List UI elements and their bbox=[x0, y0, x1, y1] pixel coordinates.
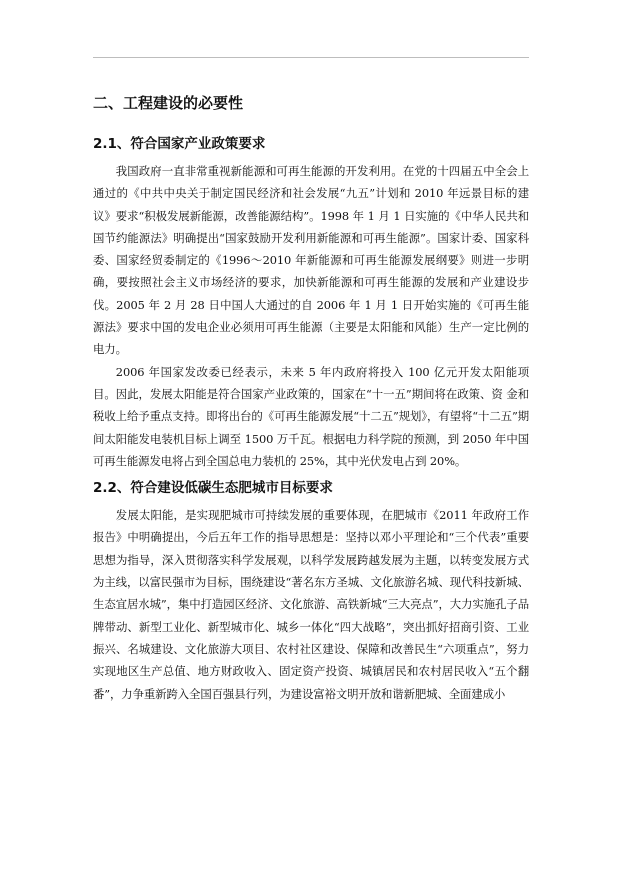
section-title: 二、工程建设的必要性 bbox=[93, 94, 244, 112]
subsection-heading-2-1: 2.1、符合国家产业政策要求 bbox=[93, 136, 266, 152]
paragraph-policy-history: 我国政府一直非常重视新能源和可再生能源的开发利用。在党的十四届五中全会上通过的《中共中央关于制定国民经济和社会发展“九五”计划和 2010 年远景目标的建议》要求“积极发展新能源，改善能源结构”。1998 年 1 月 1 日实施的《中华人民共和国节约能源法》明确提出“国家鼓励开发利用新能源和可再生能源”。国家计委、国家科委、国家经贸委制定的《1996～2010 年新能源和可再生能源发展纲要》则进一步明确，要按照社会主义市场经济的要求，加快新能源和可再生能源的发展和产业建设步伐。2005 年 2 月 28 日中国人大通过的自 2006 年 1 月 1 日开始实施的《可再生能源法》要求中国的发电企业必须用可再生能源（主要是太阳能和风能）生产一定比例的电力。 bbox=[93, 164, 529, 357]
document-body bbox=[93, 93, 529, 705]
header-divider bbox=[93, 57, 529, 58]
paragraph-city-goals: 发展太阳能，是实现肥城市可持续发展的重要体现，在肥城市《2011 年政府工作报告》中明确提出，今后五年工作的指导思想是：坚持以邓小平理论和“三个代表”重要思想为指导，深入贯彻落实科学发展观，以科学发展跨越发展为主题，以转变发展方式为主线，以富民强市为目标，围绕建设“著名东方圣城、文化旅游名城、现代科技新城、生态宜居水城”，集中打造园区经济、文化旅游、高铁新城“三大亮点”，大力实施孔子品牌带动、新型工业化、新型城市化、城乡一体化“四大战略”，突出抓好招商引资、工业振兴、名城建设、文化旅游大项目、农村社区建设、保障和改善民生“六项重点”，努力实现地区生产总值、地方财政收入、固定资产投资、城镇居民和农村居民收入“五个翻番”，力争重新跨入全国百强县行列，为建设富裕文明开放和谐新肥城、全面建成小 bbox=[93, 508, 529, 701]
subsection-heading-2-2: 2.2、符合建设低碳生态肥城市目标要求 bbox=[93, 480, 333, 497]
paragraph-policy-forecast: 2006 年国家发改委已经表示，未来 5 年内政府将投入 100 亿元开发太阳能项目。因此，发展太阳能是符合国家产业政策的，国家在“十一五”期间将在政策、资 金和税收上给予重点支持。即将出台的《可再生能源发展“十二五”规划》，有望将“十二五”期间太阳能发电装机目标上调至 1500 万千瓦。根据电力科学院的预测，到 2050 年中国可再生能源发电将占到全国总电力装机的 25%，其中光伏发电占到 20%。 bbox=[93, 364, 529, 468]
